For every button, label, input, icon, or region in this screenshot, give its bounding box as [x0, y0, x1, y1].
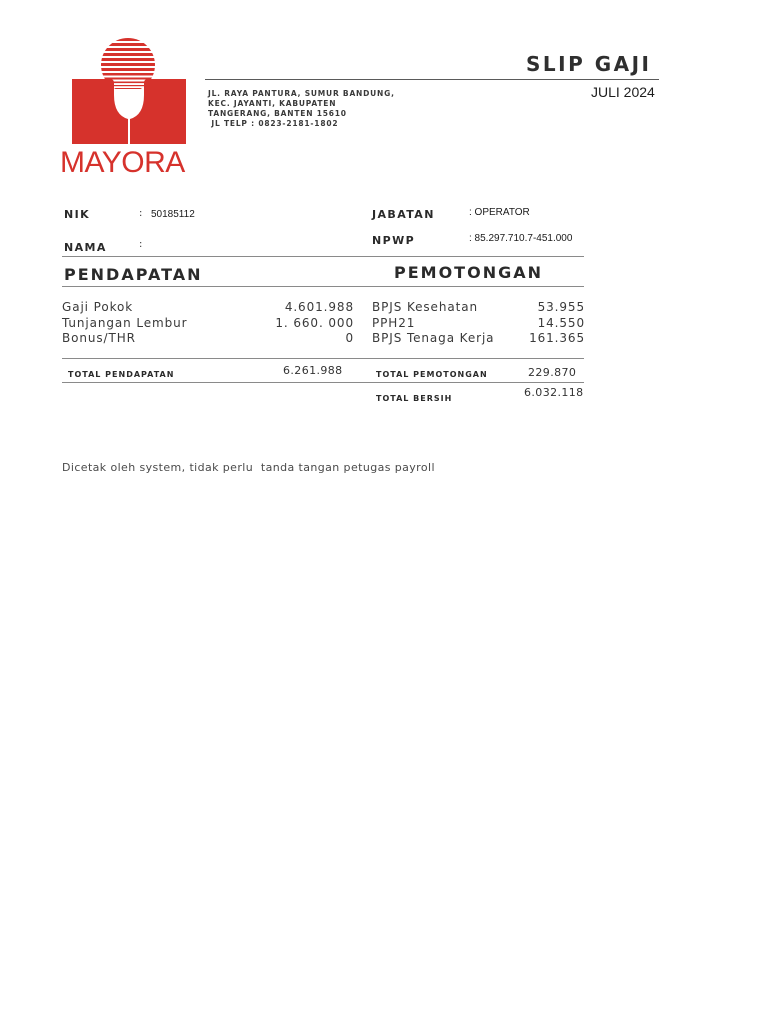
header-divider — [205, 79, 659, 80]
npwp-value: : 85.297.710.7-451.000 — [469, 233, 573, 244]
item-label: Bonus/THR — [62, 331, 136, 345]
nama-label: NAMA — [64, 241, 107, 254]
totals-divider — [62, 358, 584, 359]
list-item — [372, 300, 585, 316]
item-amount: 1. 660. 000 — [275, 315, 354, 330]
item-amount: 14.550 — [537, 315, 585, 330]
address-line: JL. RAYA PANTURA, SUMUR BANDUNG, — [208, 89, 395, 98]
nik-colon: : — [139, 208, 143, 219]
bersih-divider — [62, 382, 584, 383]
company-address — [208, 89, 395, 129]
item-label: Gaji Pokok — [62, 300, 134, 314]
total-bersih-label: TOTAL BERSIH — [376, 394, 453, 403]
npwp-label: NPWP — [372, 234, 416, 247]
pemotongan-list — [372, 300, 585, 347]
list-item — [62, 316, 354, 332]
item-label: PPH21 — [372, 315, 416, 330]
address-line: KEC. JAYANTI, KABUPATEN — [208, 99, 337, 108]
address-line: TANGERANG, BANTEN 15610 — [208, 109, 347, 118]
jabatan-value: : OPERATOR — [469, 207, 530, 218]
item-amount: 0 — [345, 331, 354, 345]
mayora-logo-icon — [62, 37, 196, 147]
total-pemotongan-label: TOTAL PEMOTONGAN — [376, 370, 488, 379]
nik-label: NIK — [64, 208, 91, 221]
jabatan-label: JABATAN — [372, 208, 435, 221]
total-pemotongan-value: 229.870 — [528, 366, 577, 379]
item-amount: 4.601.988 — [284, 300, 354, 314]
document-title: SLIP GAJI — [526, 52, 652, 76]
list-item — [62, 331, 354, 347]
footer-note: Dicetak oleh system, tidak perlu tanda tangan petugas payroll — [62, 461, 435, 474]
pemotongan-heading: PEMOTONGAN — [394, 263, 543, 282]
item-label: Tunjangan Lembur — [62, 315, 188, 330]
company-logo-text: MAYORA — [60, 146, 185, 179]
item-label: BPJS Kesehatan — [372, 300, 478, 314]
total-pendapatan-value: 6.261.988 — [283, 364, 343, 377]
section-divider — [62, 286, 584, 287]
info-divider — [62, 256, 584, 257]
item-amount: 161.365 — [529, 331, 585, 345]
payroll-period: JULI 2024 — [591, 84, 655, 100]
total-bersih-value: 6.032.118 — [524, 386, 584, 399]
item-label: BPJS Tenaga Kerja — [372, 331, 495, 345]
total-pendapatan-label: TOTAL PENDAPATAN — [68, 370, 175, 379]
list-item — [372, 316, 585, 332]
list-item — [372, 331, 585, 347]
pendapatan-list — [62, 300, 354, 347]
list-item — [62, 300, 354, 316]
item-amount: 53.955 — [537, 300, 585, 314]
nik-value: 50185112 — [151, 209, 195, 220]
address-line: JL TELP : 0823-2181-1802 — [208, 119, 339, 128]
nama-colon: : — [139, 239, 143, 250]
pendapatan-heading: PENDAPATAN — [64, 265, 203, 284]
